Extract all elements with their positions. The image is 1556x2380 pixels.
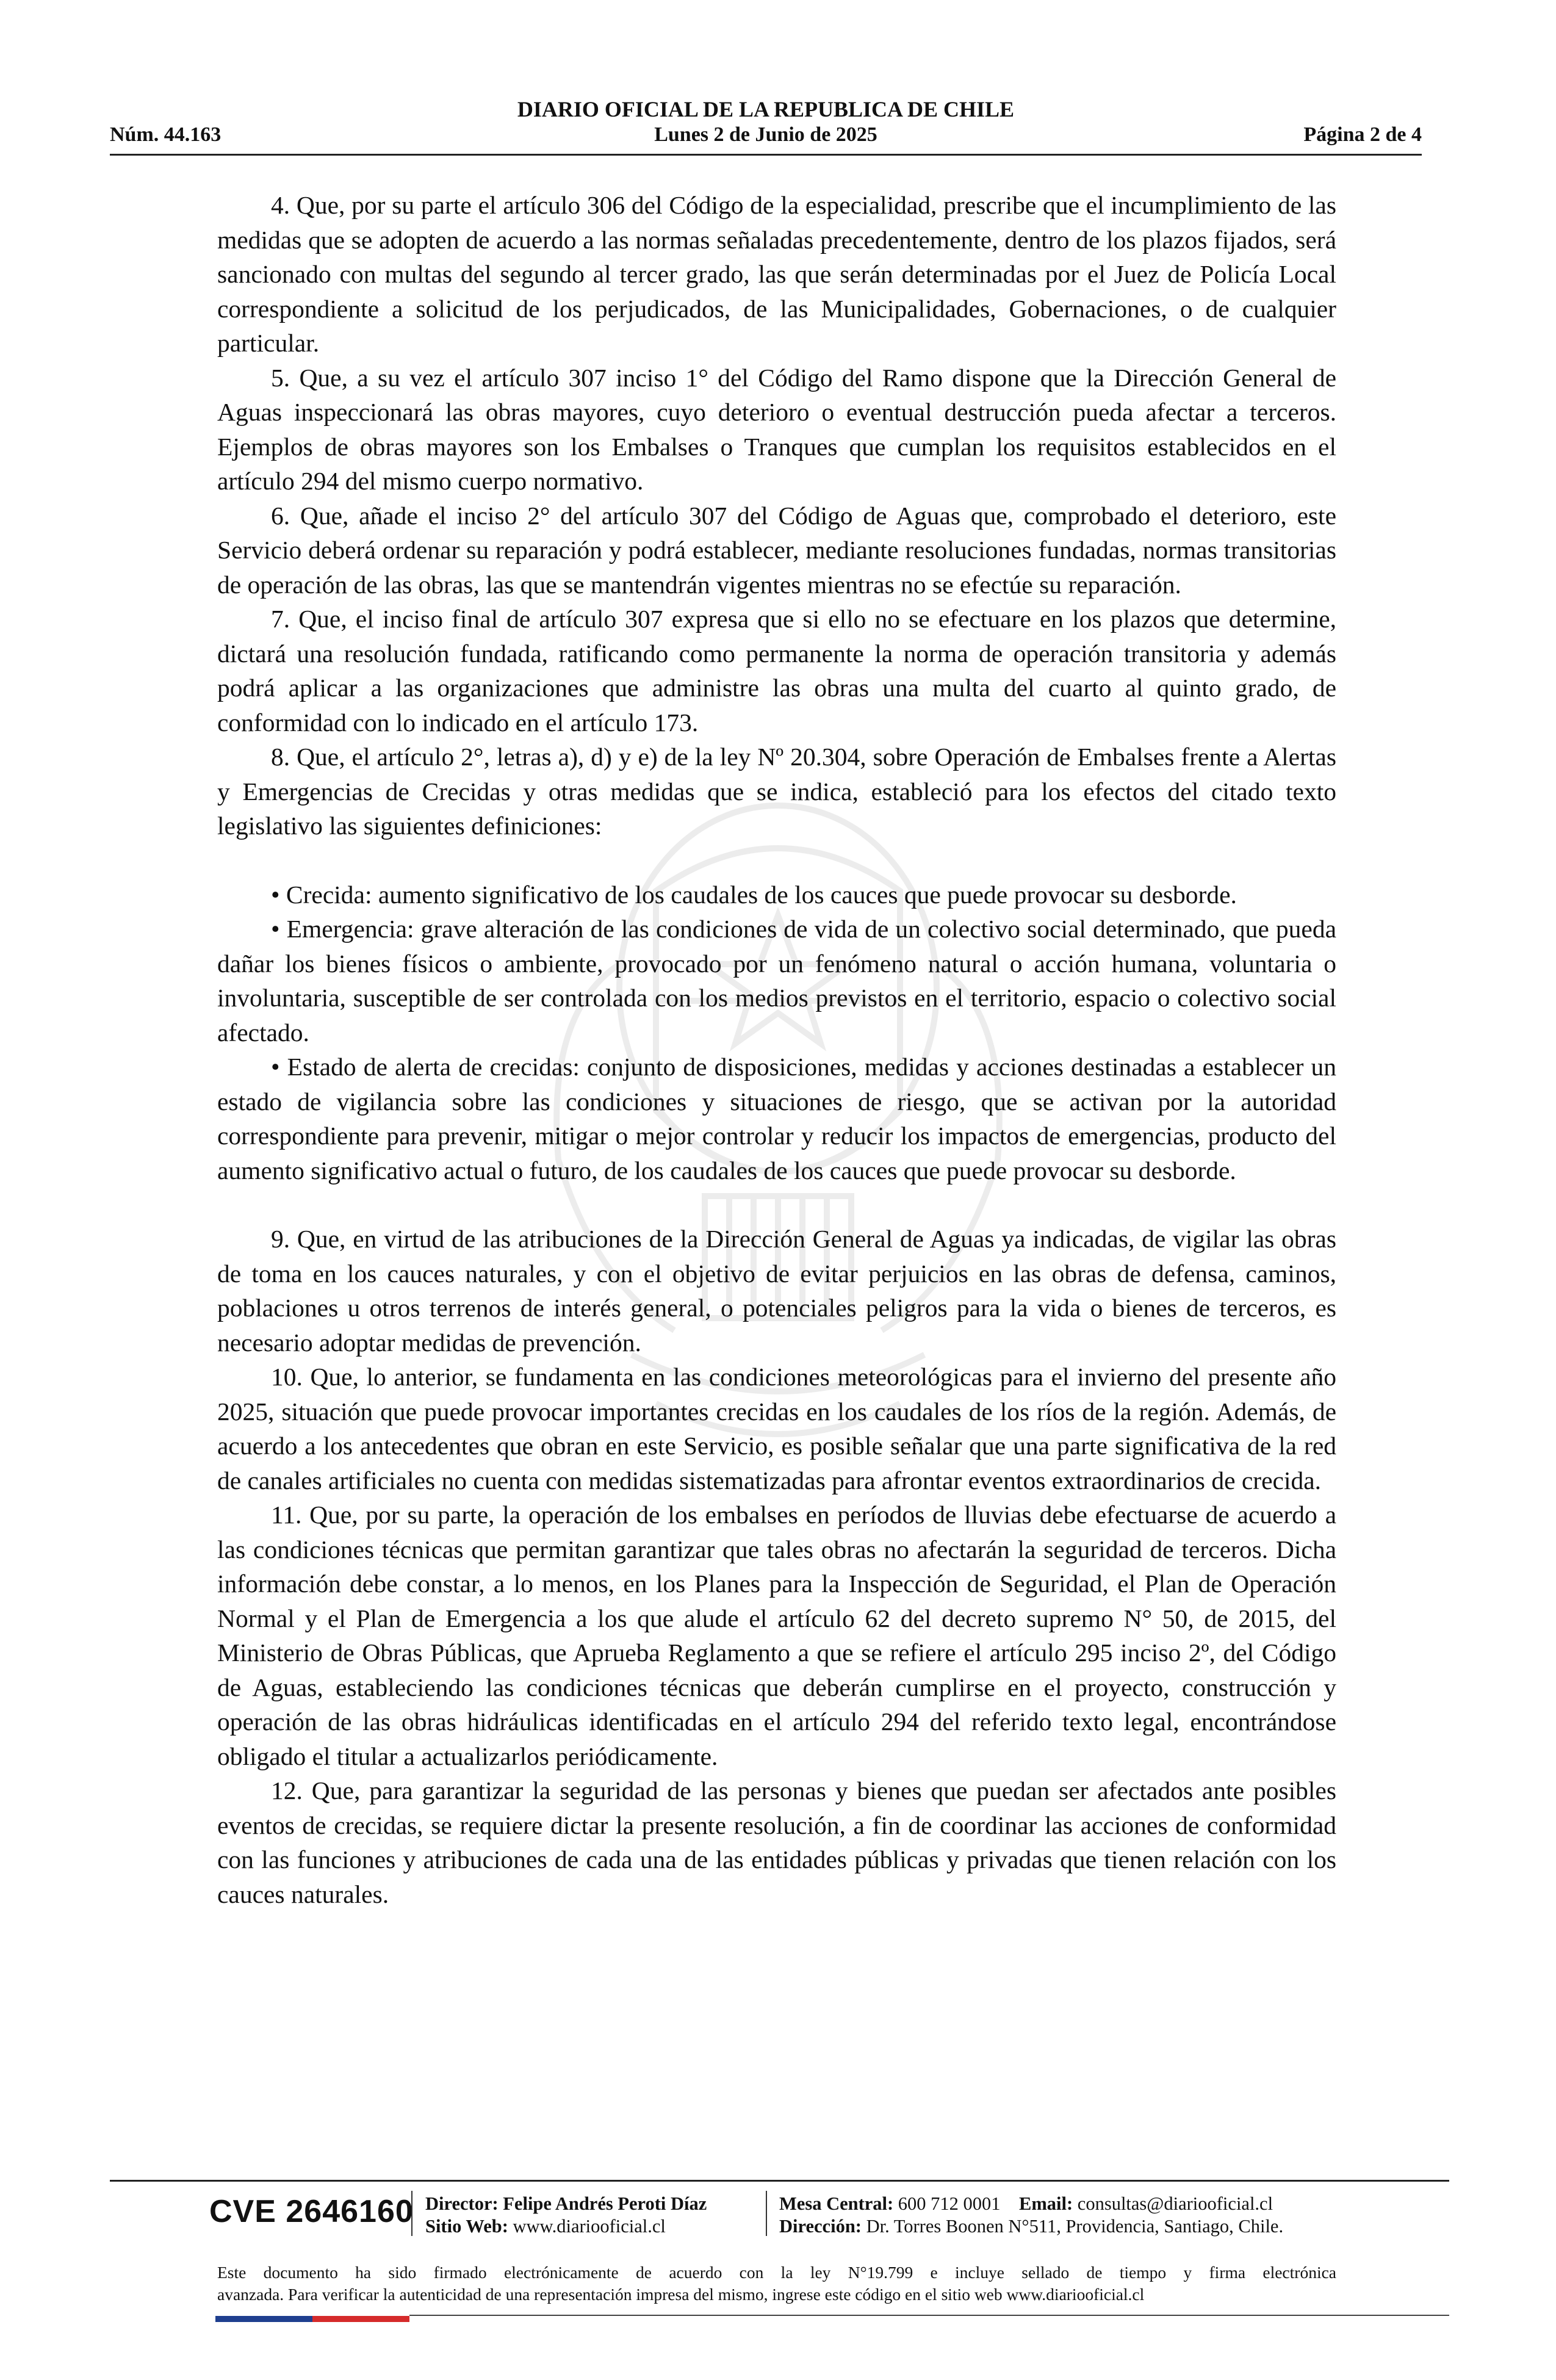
paragraph-10: 10. Que, lo anterior, se fundamenta en las condiciones meteorológicas para el invierno del presente año 2025, situación que puede provocar importantes crecidas en los caudales de los ríos de la región. Además, de acuerdo a los antecedentes que obran en este Servicio, es posible señalar que una parte significativa de la red de canales artificiales no cuenta con medidas sistematizadas para afrontar eventos extraordinarios de crecida.	[217, 1363, 1336, 1495]
gazette-title: DIARIO OFICIAL DE LA REPUBLICA DE CHILE	[517, 97, 1015, 121]
paragraph-12: 12. Que, para garantizar la seguridad de las personas y bienes que puedan ser afectados ante posibles eventos de crecidas, se requiere dictar la presente resolución, a fin de coordinar las acciones de conformidad con las funciones y atribuciones de cada una de las entidades públicas y privadas que tienen relación con los cauces naturales.	[217, 1776, 1336, 1908]
footer-separator	[766, 2191, 767, 2236]
paragraph-8: 8. Que, el artículo 2°, letras a), d) y e) de la ley Nº 20.304, sobre Operación de Embalses frente a Alertas y Emergencias de Crecidas y otras medidas que se indica, estableció para los efectos del citado texto legislativo las siguientes definiciones:	[217, 743, 1336, 840]
flag-red-segment	[312, 2316, 409, 2322]
paragraph-5: 5. Que, a su vez el artículo 307 inciso 1° del Código del Ramo dispone que la Dirección General de Aguas inspeccionará las obras mayores, cuyo deterioro o eventual destrucción pueda afectar a terceros. Ejemplos de obras mayores son los Embalses o Tranques que cumplan los requisitos establecidos en el artículo 294 del mismo cuerpo normativo.	[217, 363, 1336, 495]
flag-stripe	[215, 2316, 409, 2322]
mesa-label: Mesa Central:	[779, 2193, 894, 2214]
footer-separator	[411, 2191, 412, 2236]
email-link[interactable]: consultas@diariooficial.cl	[1077, 2193, 1273, 2214]
paragraph-4: 4. Que, por su parte el artículo 306 del Código de la especialidad, prescribe que el incumplimiento de las medidas que se adopten de acuerdo a las normas señaladas precedentemente, dentro de los plazos fijados, será sancionado con multas del segundo al tercer grado, las que serán determinadas por el Juez de Policía Local correspondiente a solicitud de los perjudicados, de las Municipalidades, Gobernaciones, o de cualquier particular.	[217, 191, 1336, 357]
definition-estado-alerta: • Estado de alerta de crecidas: conjunto de disposiciones, medidas y acciones destinadas a establecer un estado de vigilancia sobre las condiciones y situaciones de riesgo, que se activan por la autoridad correspondiente para prevenir, mitigar o mejor controlar y reducir los impactos de emergencias, producto del aumento significativo actual o futuro, de los caudales de los cauces que puede provocar su desborde.	[217, 1053, 1336, 1185]
paragraph-11: 11. Que, por su parte, la operación de los embalses en períodos de lluvias debe efectuarse de acuerdo a las condiciones técnicas que permitan garantizar que tales obras no afectarán la seguridad de terceros. Dicha información debe constar, a lo menos, en los Planes para la Inspección de Seguridad, el Plan de Operación Normal y el Plan de Emergencia a los que alude el artículo 62 del decreto supremo N° 50, de 2015, del Ministerio de Obras Públicas, que Aprueba Reglamento a que se refiere el artículo 295 inciso 2º, del Código de Aguas, estableciendo las condiciones técnicas que deberán cumplirse en el proyecto, construcción y operación de las obras hidráulicas identificadas en el artículo 294 del referido texto legal, encontrándose obligado el titular a actualizarlos periódicamente.	[217, 1501, 1336, 1770]
footer-director-block	[425, 2193, 707, 2238]
page-indicator: Página 2 de 4	[1303, 123, 1422, 146]
document-body	[217, 188, 1336, 1911]
issue-date: Lunes 2 de Junio de 2025	[654, 123, 877, 146]
paragraph-7: 7. Que, el inciso final de artículo 307 expresa que si ello no se efectuare en los plazos que determine, dictará una resolución fundada, ratificando como permanente la norma de operación transitoria y además podrá aplicar a las organizaciones que administre las obras una multa del cuarto al quinto grado, de conformidad con lo indicado en el artículo 173.	[217, 605, 1336, 737]
spacer	[217, 843, 1336, 878]
issue-number: Núm. 44.163	[110, 123, 222, 146]
director-label: Director:	[425, 2193, 499, 2214]
header-row	[110, 121, 1422, 150]
cve-code: CVE 2646160	[209, 2194, 414, 2229]
flag-blue-segment	[215, 2316, 312, 2322]
paragraph-6: 6. Que, añade el inciso 2° del artículo 307 del Código de Aguas que, comprobado el deterioro, este Servicio deberá ordenar su reparación y podrá establecer, mediante resoluciones fundadas, normas transitorias de operación de las obras, las que se mantendrán vigentes mientras no se efectúe su reparación.	[217, 501, 1336, 599]
paragraph-9: 9. Que, en virtud de las atribuciones de la Dirección General de Aguas ya indicadas, de vigilar las obras de toma en los cauces naturales, y con el objetivo de evitar perjuicios en las obras de defensa, caminos, poblaciones u otros terrenos de interés general, o potenciales peligros para la vida o bienes de terceros, es necesario adoptar medidas de prevención.	[217, 1225, 1336, 1357]
bottom-divider	[409, 2315, 1449, 2316]
site-label: Sitio Web:	[425, 2216, 508, 2237]
footer-divider	[110, 2180, 1449, 2182]
director-name: Felipe Andrés Peroti Díaz	[503, 2193, 707, 2214]
mesa-phone: 600 712 0001	[898, 2193, 1001, 2214]
header-divider	[110, 154, 1422, 156]
signature-note-line-2: avanzada. Para verificar la autenticidad de una representación impresa del mismo, ingrese este código en el sitio web www.diariooficial.cl	[217, 2285, 1145, 2304]
address-value: Dr. Torres Boonen N°511, Providencia, Santiago, Chile.	[866, 2216, 1284, 2237]
signature-note	[217, 2262, 1336, 2306]
email-label: Email:	[1019, 2193, 1073, 2214]
definition-crecida: • Crecida: aumento significativo de los caudales de los cauces que puede provocar su desborde.	[271, 880, 1237, 909]
footer-contact-block	[779, 2193, 1283, 2238]
signature-note-line-1: Este documento ha sido firmado electrónicamente de acuerdo con la ley N°19.799 e incluye sellado de tiempo y firma electrónica	[217, 2263, 1336, 2282]
spacer	[217, 1188, 1336, 1222]
site-link[interactable]: www.diariooficial.cl	[513, 2216, 666, 2237]
address-label: Dirección:	[779, 2216, 862, 2237]
definition-emergencia: • Emergencia: grave alteración de las condiciones de vida de un colectivo social determinado, que pueda dañar los bienes físicos o ambiente, provocado por un fenómeno natural o acción humana, voluntaria o involuntaria, susceptible de ser controlada con los medios previstos en el territorio, espacio o colectivo social afectado.	[217, 915, 1336, 1047]
